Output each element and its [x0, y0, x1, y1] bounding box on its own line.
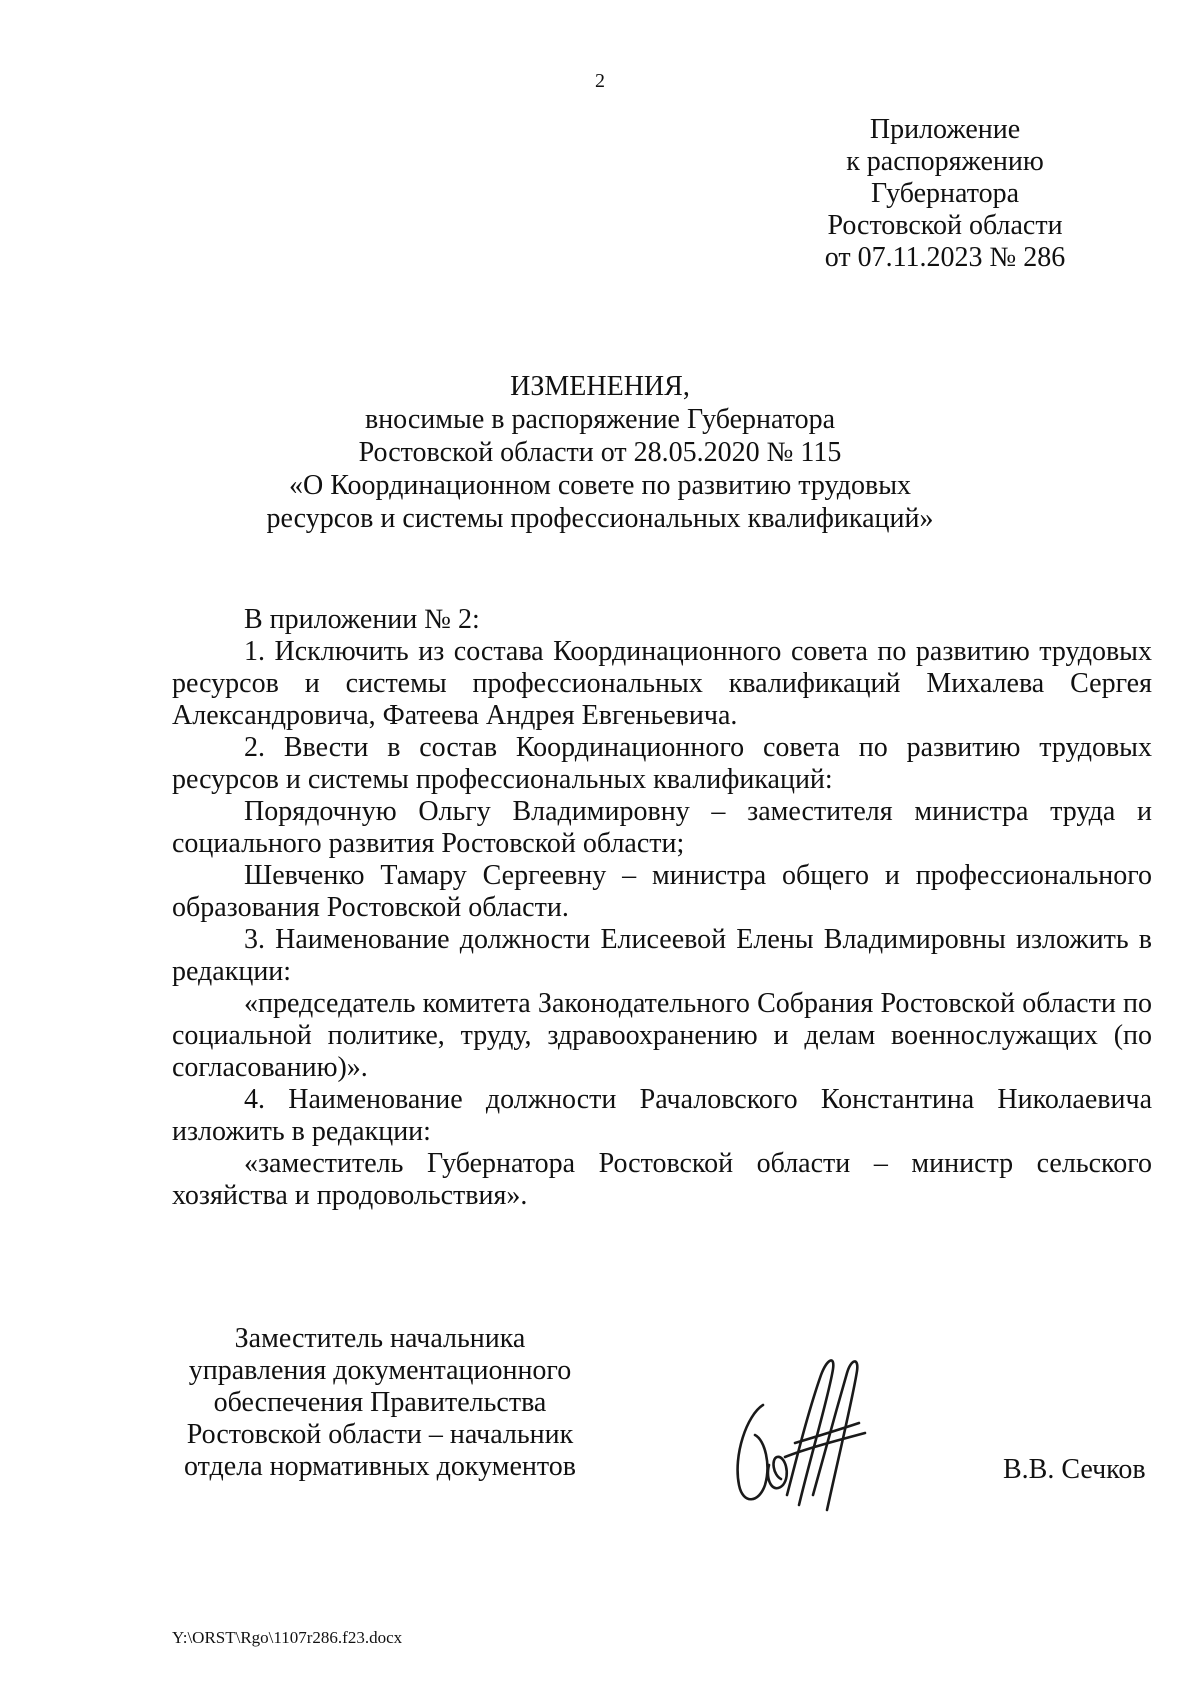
appendix-header [820, 114, 1070, 274]
title-line: вносимые в распоряжение Губернатора [364, 404, 836, 435]
body-paragraph: «председатель комитета Законодательного Собрания Ростовской области по социальной политике, труду, здравоохранению и делам военнослужащих (по согласованию)». [172, 988, 1152, 1083]
signer-position-line: Ростовской области – начальник [186, 1419, 574, 1450]
file-path: Y:\ORST\Rgo\1107r286.f23.docx [172, 1628, 403, 1647]
signer-position-line: Заместитель начальника [234, 1323, 526, 1354]
body-paragraph: 2. Ввести в состав Координационного совета по развитию трудовых ресурсов и системы профессиональных квалификаций: [172, 732, 1152, 795]
appendix-line: от 07.11.2023 № 286 [824, 242, 1066, 273]
body-paragraph: 4. Наименование должности Рачаловского Константина Николаевича изложить в редакции: [172, 1084, 1152, 1147]
document-title [0, 370, 1200, 535]
signer-position [170, 1323, 590, 1483]
title-line: Ростовской области от 28.05.2020 № 115 [358, 437, 842, 468]
signer-position-line: управления документационного [188, 1355, 572, 1386]
body-paragraph: Порядочную Ольгу Владимировну – заместителя министра труда и социального развития Ростовской области; [172, 796, 1152, 859]
appendix-line: Губернатора [870, 178, 1020, 209]
signer-name: В.В. Сечков [1003, 1454, 1146, 1485]
body-paragraph: «заместитель Губернатора Ростовской области – министр сельского хозяйства и продовольствия». [172, 1148, 1152, 1211]
signer-position-line: отдела нормативных документов [184, 1451, 576, 1482]
document-body [172, 604, 1152, 1212]
title-line: «О Координационном совете по развитию трудовых [288, 470, 911, 501]
signer-position-line: обеспечения Правительства [213, 1387, 547, 1418]
page-number: 2 [595, 70, 605, 92]
handwritten-signature [725, 1345, 875, 1520]
appendix-line: Ростовской области [827, 210, 1063, 241]
body-paragraph: Шевченко Тамару Сергеевну – министра общего и профессионального образования Ростовской области. [172, 860, 1152, 923]
title-line: ресурсов и системы профессиональных квалификаций» [266, 503, 934, 534]
body-paragraph: 3. Наименование должности Елисеевой Елены Владимировны изложить в редакции: [172, 924, 1152, 987]
title-heading: ИЗМЕНЕНИЯ, [510, 371, 690, 402]
body-paragraph: 1. Исключить из состава Координационного совета по развитию трудовых ресурсов и системы профессиональных квалификаций Михалева Сергея Александровича, Фатеева Андрея Евгеньевича. [172, 636, 1152, 731]
appendix-line: к распоряжению [846, 146, 1044, 177]
appendix-line: Приложение [869, 114, 1021, 145]
body-paragraph: В приложении № 2: [244, 604, 480, 635]
